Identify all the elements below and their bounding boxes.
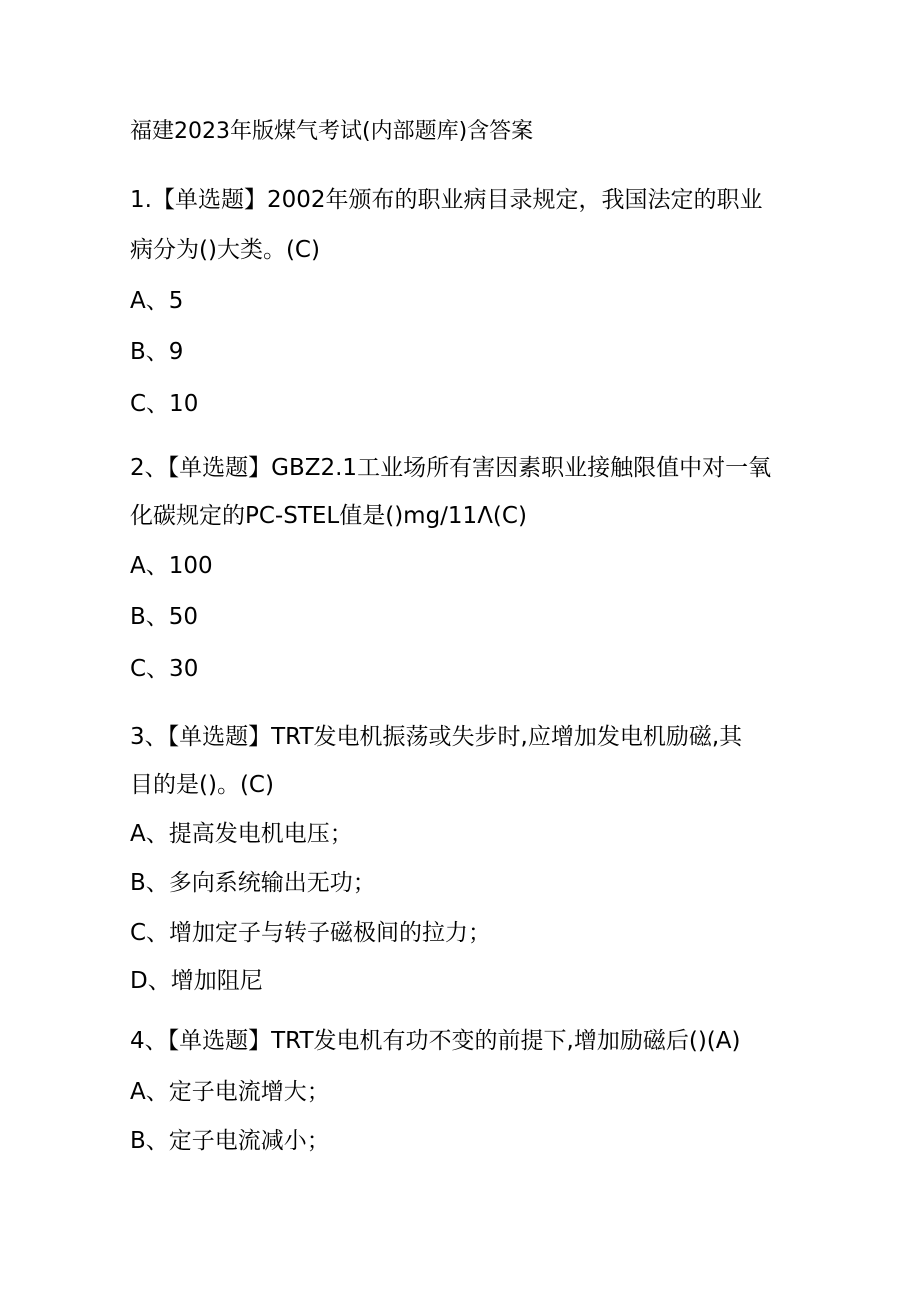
question-2-stem-line-1: 2、【单选题】GBZ2.1工业场所有害因素职业接触限值中对一氧	[130, 455, 772, 481]
question-3-option-c: C、增加定子与转子磁极间的拉力；	[130, 920, 492, 946]
question-4-option-b: B、定子电流减小；	[130, 1128, 330, 1154]
question-2-stem-line-2: 化碳规定的PC-STEL值是()mg∕11Λ(C)	[130, 503, 527, 529]
question-1-stem-line-2: 病分为()大类。(C)	[130, 237, 320, 263]
question-4-option-a: A、定子电流增大；	[130, 1079, 330, 1105]
question-2-option-c: C、30	[130, 656, 199, 682]
question-1-option-c: C、10	[130, 391, 199, 417]
question-4-stem-line-1: 4、【单选题】TRT发电机有功不变的前提下,增加励磁后()(A)	[130, 1028, 741, 1054]
question-1-option-a: A、5	[130, 288, 184, 314]
question-3-stem-line-2: 目的是()。(C)	[130, 772, 274, 798]
question-1-stem-line-1: 1.【单选题】2002年颁布的职业病目录规定，我国法定的职业	[130, 187, 763, 213]
document-title: 福建2023年版煤气考试(内部题库)含答案	[130, 119, 534, 144]
question-3-stem-line-1: 3、【单选题】TRT发电机振荡或失步时,应增加发电机励磁,其	[130, 724, 743, 750]
question-2-option-a: A、100	[130, 553, 213, 579]
question-3-option-a: A、提高发电机电压；	[130, 821, 353, 847]
question-2-option-b: B、50	[130, 604, 199, 630]
question-1-option-b: B、9	[130, 339, 184, 365]
question-3-option-b: B、多向系统输出无功；	[130, 870, 376, 896]
question-3-option-d: D、增加阻尼	[130, 968, 263, 994]
